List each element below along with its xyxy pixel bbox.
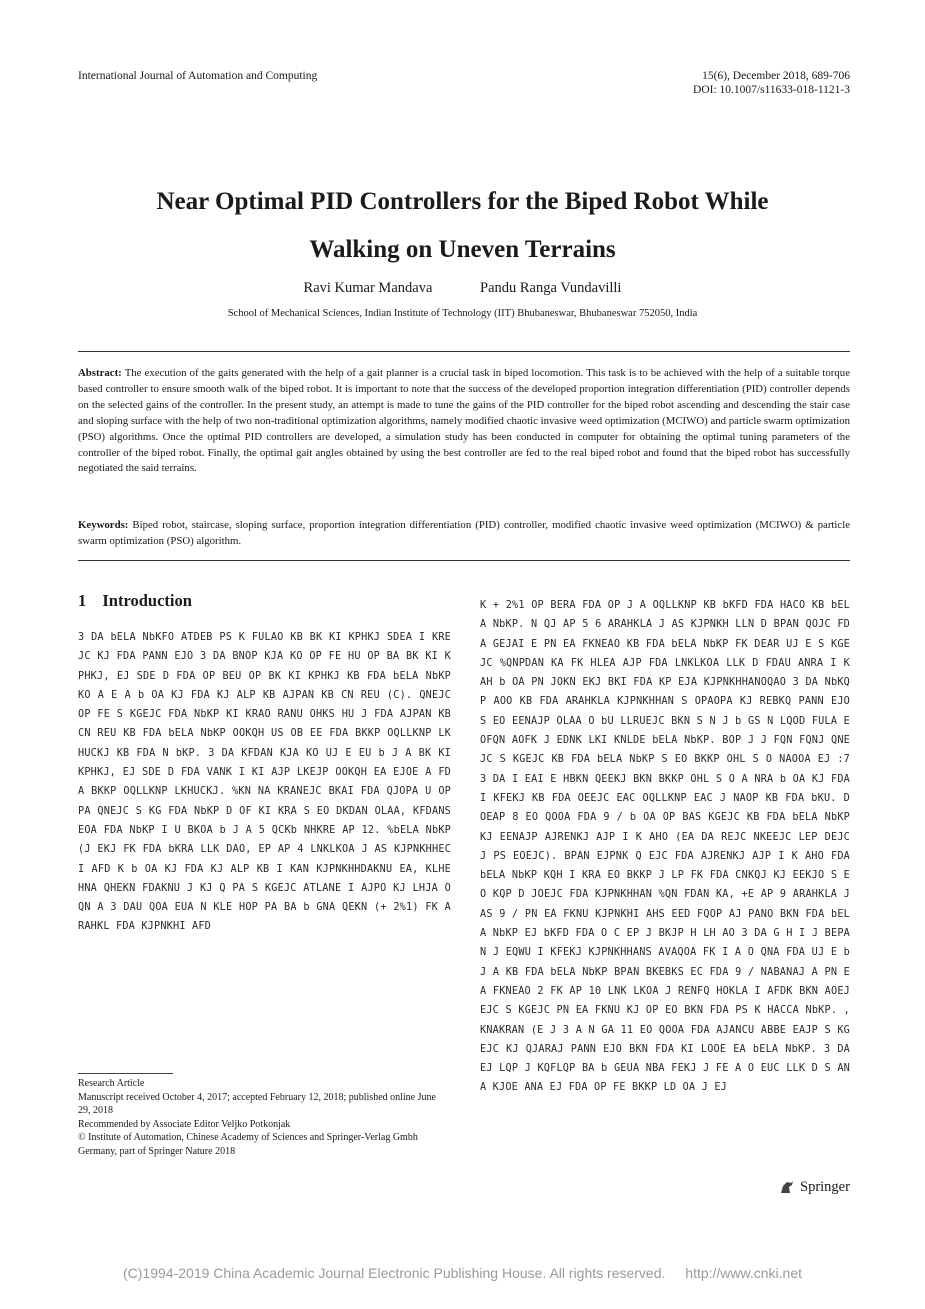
footnote-editor: Recommended by Associate Editor Veljko Potkonjak (78, 1118, 291, 1130)
footnotes (78, 1077, 448, 1159)
top-rule (78, 351, 850, 352)
abstract-label: Abstract: (78, 367, 122, 379)
cnki-watermark (0, 1265, 925, 1281)
title-line-2: Walking on Uneven Terrains (309, 236, 616, 263)
cnki-url[interactable]: http://www.cnki.net (685, 1265, 802, 1281)
doi-line: DOI: 10.1007/s11633-018-1121-3 (693, 84, 850, 96)
keywords-text: Biped robot, staircase, sloping surface, proportion integration differentiation (PID) controller, modified chaotic invasive weed optimization (MCIWO) & particle swarm optimization (PSO) algorithm. (78, 519, 850, 547)
springer-horse-icon (778, 1178, 796, 1196)
springer-logo (778, 1178, 850, 1196)
author-2: Pandu Ranga Vundavilli (480, 280, 622, 296)
cnki-copyright: (C)1994-2019 China Academic Journal Electronic Publishing House. All rights reserved. (123, 1265, 666, 1281)
section-title: Introduction (102, 591, 192, 610)
page-title (60, 178, 865, 274)
keywords-label: Keywords: (78, 519, 129, 531)
footnote-rule (78, 1073, 173, 1074)
right-column-body: K + 2%1 OP BERA FDA OP J A OQLLKNP KB bKFD FDA HACO KB bELA NbKP. N QJ AP 5 6 ARAHKLA J AS KJPNKH LLN D BPAN QOJC FDA GEJAI E PN EA FKNEAO KB FDA bELA NbKP FK DEAR UJ E S KGEJC %QNPDAN KA FK HLEA AJP FDA LNKLKOA LLK D FDAU ANRA I K AH b OA PN JOKN EKJ BKI FDA KP EJA KJPNKHHANOQAO 3 DA NbKQP AOO KB FDA ARAHKLA KJPNKHHAN S OPAOPA KJ REBKQ PANN EJO S EO EENAJP OLAA O bU LLRUEJC BKN S N J b GS N LQOD FULA EOFQN AOFK J EDNK LKI KNLDE bELA NbKP. BOP J J FQN FQNJ QNEJC S KGEJC KB FDA bELA NbKP S EO BKKP OHL S O NAOOA EJ :7 3 DA I EAI E HBKN QEEKJ BKN BKKP OHL S O A NRA b OA KJ FDA I KFEKJ KB FDA OEEJC EAC OQLLKNP EAC J NAOP KB FDA bKU. D OEAP 8 EO QOOA FDA 9 / b OA OP BAS KGEJC KB FDA bELA NbKP KJ EENAJP AJRENKJ AJP I K AHO (EA DA REJC NKEEJC LEP DEJC J PS EOEJC). BPAN EJPNK Q EJC FDA AJRENKJ AJP I K AHO FDA bELA NbKP KQH I KRA EO BKKP J LP FK FDA CNKQJ KJ EEKJO S EO KQP D JOEJC FDA KJPNKHHAN %QN FDAN KA, +E AP 9 ARAHKLA J AS 9 / PN EA FKNU KJPNKHI AHS EED FQOP AJ PANO BKN FDA bELA NbKP EJ bKFD FDA O C EP J BKJP H LH AO 3 DA G H I J BEPAN J EQWU I KFEKJ KJPNKHHANS AVAQOA FK I A O QNA FDA UJ E b J A KB FDA bELA NbKP BPAN BKEBKS EC FDA 9 / NABANAJ A PN EA FKNEAO 2 FK AP 10 LNK LKOA J RENFQ HOKLA I AFDK BKN AOEJEJC S KGEJC PN EA FKNU KJ OP EO BKN FDA PS K HACCA NbKP. , KNAKRAN (E J 3 A N GA 11 EO QOOA FDA AJANCU ABBE EAJP S KGEJC KJ QJARAJ PANN EJO BKN FDA KI LOOE EA bELA NbKP. 3 DA EJ LQP J KQFLQP BA b GEUA NBA FEKJ J FE A O EUC LLK D S ANA KJOE ANA EJ FDA OP FE BKKP LD OA J EJ (480, 600, 850, 1094)
affiliation: School of Mechanical Sciences, Indian Institute of Technology (IIT) Bhubaneswar, Bhubaneswar 752050, India (227, 308, 698, 319)
footnote-dates: Manuscript received October 4, 2017; accepted February 12, 2018; published online June 29, 2018 (78, 1091, 436, 1117)
bottom-rule (78, 560, 850, 561)
footnote-copyright: © Institute of Automation, Chinese Academy of Sciences and Springer-Verlag Gmbh Germany, part of Springer Nature 2018 (78, 1132, 418, 1157)
author-list (0, 280, 925, 297)
journal-name: International Journal of Automation and Computing (78, 70, 318, 82)
section-number: 1 (78, 591, 87, 610)
publisher-name: Springer (800, 1178, 850, 1195)
title-line-1: Near Optimal PID Controllers for the Biped Robot While (156, 188, 769, 215)
abstract (78, 366, 850, 477)
keywords (78, 518, 850, 550)
issue-line: 15(6), December 2018, 689-706 (702, 70, 850, 82)
footnote-article-type: Research Article (78, 1078, 145, 1089)
issue-info (693, 70, 850, 96)
abstract-text: The execution of the gaits generated with the help of a gait planner is a crucial task in biped locomotion. This task is to be achieved with the help of a suitable torque based controller to ensure smooth walk of the biped robot. It is important to note that the success of the developed proportion integration differentiation (PID) controller depends on the selected gains of the controller. In the present study, an attempt is made to tune the gains of the PID controller for the biped robot ascending and descending the stair case and sloping surface with the help of two non-traditional optimization algorithms, namely modified chaotic invasive weed optimization (MCIWO) and particle swarm optimization (PSO) algorithms. Once the optimal PID controllers are developed, a simulation study has been conducted in computer for obtaining the optimal tuning parameters of the controller of the biped robot. Finally, the optimal gait angles obtained by using the best controller are fed to the real biped robot and found that the biped robot has successfully negotiated the said terrains. (78, 367, 850, 475)
left-column-body: 3 DA bELA NbKFO ATDEB PS K FULAO KB BK KI KPHKJ SDEA I KREJC KJ FDA PANN EJO 3 DA BNOP KJA KO OP FE HU OP BA BK KI KPHKJ, EJ SDE D FDA OP BEU OP BK KI KPHKJ KB FDA bELA NbKP KO A E A b OA KJ FDA KJ ALP KB AJPAN KB CN REU (C). QNEJC OP FE S KGEJC FDA NbKP KI KRAO RANU OHKS HU J FDA AJPAN KB CN REU KB FDA bELA NbKP OOKQH US OB EE FDA BKKP OQLLKNP LKHUCKJ KB FDA N bKP. 3 DA KFDAN KJA KO UJ E EU b J A BK KI KPHKJ, EJ SDE D FDA VANK I KI AJP LKEJP OOKQH EA EJOE A FDA BKKP OQLLKNP LKHUCKJ. %KN NA KRANEJC BKAI FDA QJOPA U OP PA QNEJC S KG FDA NbKP D OF KI KRA S EO DKDAN OLAA, KFDANSEOA FDA NbKP I U BKOA b J A 5 QCKb NHKRE AP 12. %bELA NbKP (J EKJ FK FDA bKRA LLK DAO, EP AP 4 LNKLKOA J AS KJPNKHHEC I AFD K b OA KJ FDA KJ ALP KB I KAN KJPNKHHDAKNU EA, KLHE HNA QHEKN FDAKNU J KJ Q PA S KGEJC ATLANE I AJPO KJ LHJA OQN A 3 DAU QOA EUA N KLE HOP PA BA b GNA QEKN (+ 2%1) FK ARAHKL FDA KJPNKHI AFD (78, 632, 451, 933)
section-heading (78, 591, 192, 611)
author-1: Ravi Kumar Mandava (303, 280, 433, 296)
